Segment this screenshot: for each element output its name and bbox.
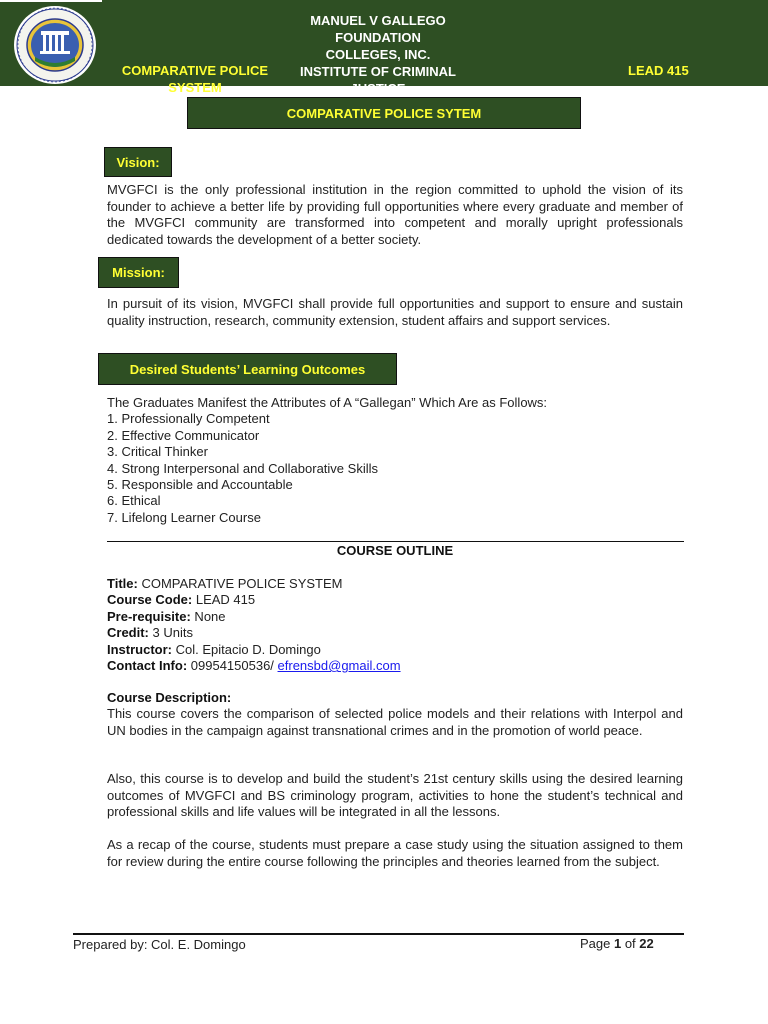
info-value: LEAD 415: [192, 592, 256, 608]
total-pages: 22: [639, 936, 654, 951]
list-item: 5. Responsible and Accountable: [107, 477, 293, 493]
description-paragraph-1: This course covers the comparison of selected police models and their relations with Interpol and UN bodies in the campaign against transnational crimes and in the promotion of world peace.: [107, 706, 683, 738]
list-item: 7. Lifelong Learner Course: [107, 509, 261, 525]
outcomes-intro: The Graduates Manifest the Attributes of A “Gallegan” Which Are as Follows:: [107, 395, 548, 410]
info-label: Contact Info:: [107, 658, 188, 674]
course-info: [107, 576, 401, 674]
info-value: 3 Units: [148, 625, 193, 641]
info-value: None: [190, 608, 226, 624]
outcomes-label: Desired Students’ Learning Outcomes: [129, 361, 366, 377]
list-item: 2. Effective Communicator: [107, 427, 260, 443]
college-seal-logo: [13, 5, 97, 85]
document-title-banner: [187, 97, 581, 129]
header-course-code: LEAD 415: [628, 63, 689, 78]
info-label: Instructor:: [107, 641, 172, 657]
list-item: 4. Strong Interpersonal and Collaborative Skills: [107, 460, 378, 476]
info-value: COMPARATIVE POLICE SYSTEM: [137, 576, 343, 591]
list-item: 6. Ethical: [107, 493, 161, 509]
info-value: 09954150536/: [187, 658, 278, 674]
list-item: 1. Professionally Competent: [107, 411, 270, 427]
page-number: [580, 936, 654, 951]
current-page: 1: [613, 936, 622, 951]
document-title: COMPARATIVE POLICE SYTEM: [286, 105, 482, 121]
course-outline-heading: COURSE OUTLINE: [336, 543, 454, 558]
mission-text: In pursuit of its vision, MVGFCI shall provide full opportunities and support to ensure and sustain quality instruction, research, community extension, student affairs and support services.: [107, 296, 683, 328]
section-divider: [107, 541, 684, 542]
outcomes-label-box: [98, 353, 397, 385]
info-label: Course Code:: [107, 592, 193, 608]
footer-divider: [73, 933, 684, 935]
info-value: Col. Epitacio D. Domingo: [172, 641, 321, 657]
info-code-row: [107, 592, 401, 608]
info-label: Credit:: [107, 625, 149, 641]
page-of: of: [621, 936, 640, 951]
prepared-by: Prepared by: Col. E. Domingo: [73, 937, 246, 952]
info-contact-row: [107, 658, 401, 674]
mission-label: Mission:: [112, 265, 165, 280]
info-credit-row: [107, 625, 401, 641]
mission-label-box: [98, 257, 179, 288]
info-instructor-row: [107, 642, 401, 658]
description-paragraph-3: As a recap of the course, students must prepare a case study using the situation assigned to them for review during the entire course following the principles and theories learned from the subject.: [107, 837, 683, 869]
list-item: 3. Critical Thinker: [107, 444, 208, 460]
info-label: Title:: [107, 576, 138, 591]
page-prefix: Page: [580, 936, 614, 951]
vision-label: Vision:: [116, 154, 160, 170]
header-divider: [0, 0, 102, 2]
header-course-title: COMPARATIVE POLICE SYSTEM: [121, 63, 269, 95]
info-title-row: [107, 576, 401, 592]
course-description-heading: Course Description:: [107, 690, 232, 705]
info-label: Pre-requisite:: [107, 608, 191, 624]
info-prereq-row: [107, 609, 401, 625]
vision-label-box: [104, 147, 172, 177]
email-link[interactable]: efrensbd@gmail.com: [277, 658, 401, 674]
institution-name: MANUEL V GALLEGO FOUNDATION COLLEGES, INC. INSTITUTE OF CRIMINAL JUSTICE: [300, 13, 456, 96]
description-paragraph-2: Also, this course is to develop and build the student’s 21st century skills using the desired learning outcomes of MVGFCI and BS criminology program, activities to hone the student’s technical and professional skills and life values will be integrated in all the lessons.: [107, 771, 683, 819]
vision-text: MVGFCI is the only professional institution in the region committed to uphold the vision of its founder to achieve a better life by providing full opportunities where every graduate and member of the MVGFCI community are transformed into competent and morally upright professionals dedicated towards the development of a better society.: [107, 182, 683, 247]
outcomes-list: [107, 395, 683, 526]
